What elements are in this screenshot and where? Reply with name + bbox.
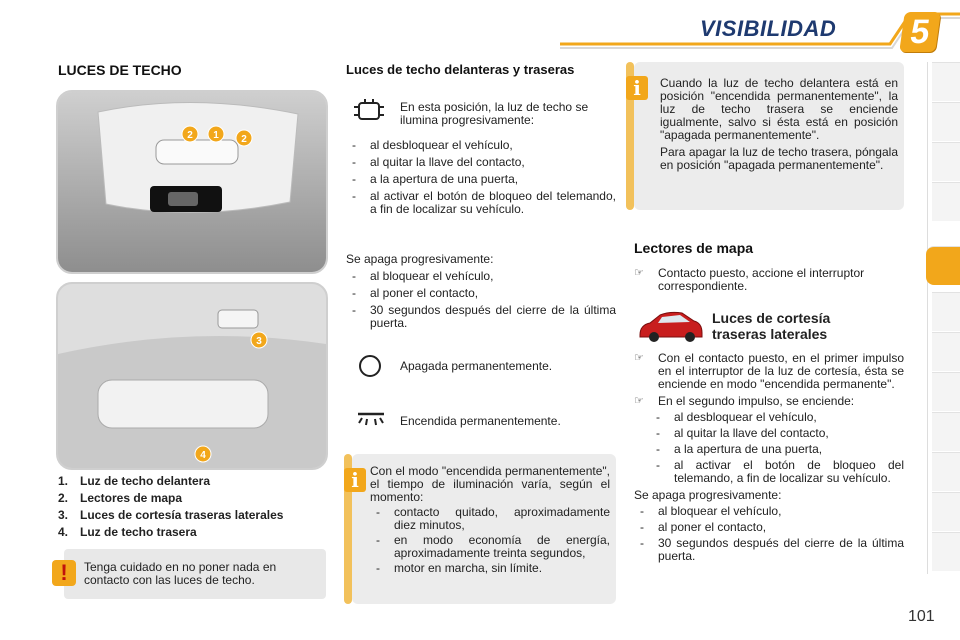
- list-item: - al activar el botón de bloqueo del telemando, a fin de localizar su vehículo.: [346, 190, 616, 216]
- callout-4: 4: [200, 450, 206, 461]
- courtesy-list: [634, 411, 904, 485]
- list-item: - al activar el botón de bloqueo del telemando, a fin de localizar su vehículo.: [650, 459, 904, 485]
- warning-icon: !: [52, 560, 76, 586]
- info-rear-light-text: [660, 77, 898, 172]
- legend-list: [58, 473, 283, 541]
- list-item: - contacto quitado, aproximadamente diez minutos,: [370, 506, 610, 532]
- light-on-icon: [354, 406, 388, 434]
- list-item: - al desbloquear el vehículo,: [346, 139, 616, 152]
- chapter-tab[interactable]: [932, 332, 960, 371]
- courtesy-title-line1: Luces de cortesía: [712, 310, 831, 326]
- list-item: - al desbloquear el vehículo,: [650, 411, 904, 424]
- chapter-badge: 5: [899, 12, 941, 52]
- list-item: - al poner el contacto,: [346, 287, 616, 300]
- list-item: - al bloquear el vehículo,: [346, 270, 616, 283]
- callout-3: 3: [256, 336, 262, 347]
- off-intro: Se apaga progresivamente:: [634, 488, 782, 502]
- on-permanent-label: Encendida permanentemente.: [400, 414, 561, 428]
- info-intro: Con el modo "encendida permanentemente", el tiempo de iluminación varía, según el momento:: [370, 464, 610, 504]
- page-number: 101: [908, 608, 935, 625]
- car-icon: [636, 309, 704, 345]
- list-item: - en modo economía de energía, aproximadamente treinta segundos,: [370, 534, 610, 560]
- chapter-tab[interactable]: [932, 102, 960, 141]
- chapter-tab[interactable]: [932, 532, 960, 571]
- off-intro: Se apaga progresivamente:: [346, 252, 494, 266]
- chapter-tab[interactable]: [932, 492, 960, 531]
- chapter-tab[interactable]: [932, 62, 960, 101]
- off-conditions-block: [346, 253, 616, 330]
- courtesy-text-block: [634, 352, 904, 563]
- info-paragraph: Cuando la luz de techo delantera está en posición "encendida permanentemente", la luz de techo trasera se enciende igualmente, salvo si ésta está en posición "apagada permanentemente".: [660, 76, 898, 142]
- light-off-icon: [356, 352, 384, 380]
- info-icon: i: [626, 76, 648, 100]
- door-switch-icon: [352, 96, 386, 126]
- page-title: VISIBILIDAD: [700, 16, 837, 41]
- list-item: - a la apertura de una puerta,: [346, 173, 616, 186]
- callout-1: 1: [213, 130, 219, 141]
- map-text-block: [634, 267, 904, 293]
- door-position-text: En esta posición, la luz de techo se ilumina progresivamente:: [400, 100, 589, 127]
- map-instruction: ☞ Contacto puesto, accione el interruptor correspondiente.: [634, 267, 904, 293]
- callout-2a: 2: [187, 130, 193, 141]
- info-paragraph: Para apagar la luz de techo trasera, póngala en posición "apagada permanentemente".: [660, 145, 898, 172]
- list-item: - al quitar la llave del contacto,: [346, 156, 616, 169]
- chapter-tabs: [927, 62, 960, 574]
- courtesy-paragraph: ☞ En el segundo impulso, se enciende:: [634, 395, 904, 408]
- info-icon: i: [344, 468, 366, 492]
- list-item: - al bloquear el vehículo,: [634, 505, 904, 518]
- section-title-luces: LUCES DE TECHO: [58, 62, 182, 78]
- courtesy-paragraph: ☞ Con el contacto puesto, en el primer impulso en el interruptor de la luz de cortesía, ésta se enciende en modo "encendida permanente".: [634, 352, 904, 391]
- chapter-tab[interactable]: [932, 292, 960, 331]
- courtesy-title-line2: traseras laterales: [712, 326, 828, 342]
- section-title-front-rear: Luces de techo delanteras y traseras: [346, 62, 575, 77]
- legend-item: 1. Luz de techo delantera: [58, 474, 211, 488]
- on-conditions-list: [346, 139, 616, 216]
- front-light-photo: [56, 90, 328, 274]
- list-item: - al quitar la llave del contacto,: [650, 427, 904, 440]
- chapter-tab[interactable]: [932, 452, 960, 491]
- section-title-map: Lectores de mapa: [634, 240, 754, 256]
- legend-item: 4. Luz de techo trasera: [58, 525, 197, 539]
- list-item: - motor en marcha, sin límite.: [370, 562, 610, 575]
- courtesy-title: [712, 310, 830, 342]
- chapter-tab[interactable]: [932, 372, 960, 411]
- list-item: - 30 segundos después del cierre de la última puerta.: [634, 537, 904, 563]
- list-item: - 30 segundos después del cierre de la última puerta.: [346, 304, 616, 330]
- rear-light-photo: [56, 282, 328, 470]
- chapter-tab-active[interactable]: [926, 246, 960, 285]
- off-permanent-label: Apagada permanentemente.: [400, 359, 553, 373]
- list-item: - al poner el contacto,: [634, 521, 904, 534]
- warning-text: Tenga cuidado en no poner nada en contacto con las luces de techo.: [84, 560, 277, 587]
- legend-item: 3. Luces de cortesía traseras laterales: [58, 508, 284, 522]
- chapter-tab[interactable]: [932, 412, 960, 451]
- callout-2b: 2: [241, 134, 247, 145]
- info-timing-text: [370, 465, 610, 575]
- list-item: - a la apertura de una puerta,: [650, 443, 904, 456]
- chapter-tab[interactable]: [932, 182, 960, 221]
- chapter-tab[interactable]: [932, 142, 960, 181]
- legend-item: 2. Lectores de mapa: [58, 491, 183, 505]
